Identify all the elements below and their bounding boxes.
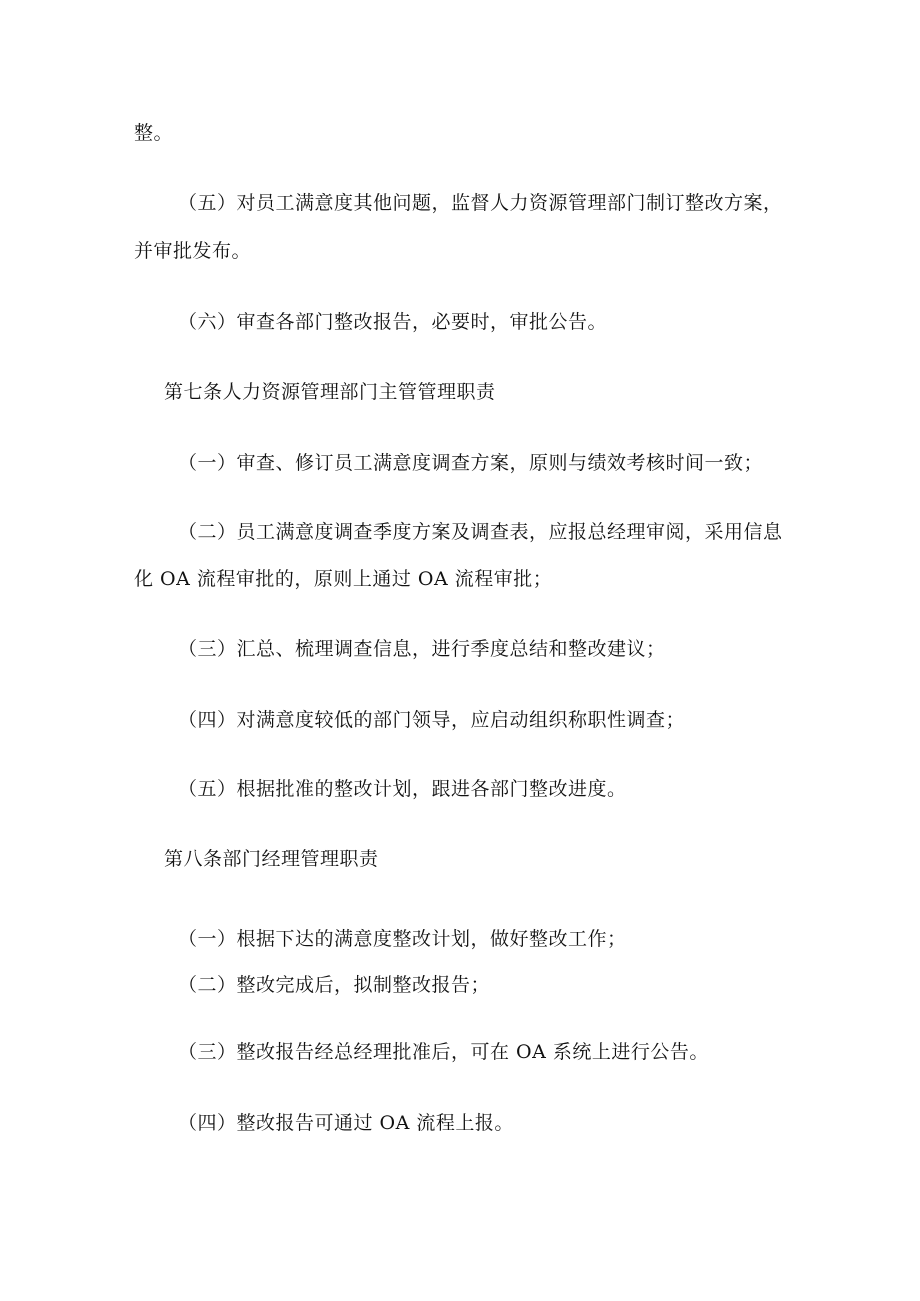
article-7-item-3: （三）汇总、梳理调查信息，进行季度总结和整改建议； xyxy=(178,638,666,660)
article-7-item-5: （五）根据批准的整改计划，跟进各部门整改进度。 xyxy=(178,778,627,800)
article-8-heading: 第八条部门经理管理职责 xyxy=(164,848,379,870)
article-8-item-2: （二）整改完成后，拟制整改报告； xyxy=(178,974,491,996)
article-7-item-2-line-1: （二）员工满意度调查季度方案及调查表，应报总经理审阅，采用信息 xyxy=(178,521,783,543)
article-8-item-1: （一）根据下达的满意度整改计划，做好整改工作； xyxy=(178,928,627,950)
article-8-item-4: （四）整改报告可通过 OA 流程上报。 xyxy=(178,1112,514,1134)
article-7-item-1: （一）审查、修订员工满意度调查方案，原则与绩效考核时间一致； xyxy=(178,452,764,474)
item-6: （六）审查各部门整改报告，必要时，审批公告。 xyxy=(178,311,608,333)
paragraph-continuation: 整。 xyxy=(134,122,174,144)
item-5-line-2: 并审批发布。 xyxy=(134,240,252,262)
article-7-item-2-line-2: 化 OA 流程审批的，原则上通过 OA 流程审批； xyxy=(134,568,553,590)
item-5-line-1: （五）对员工满意度其他问题，监督人力资源管理部门制订整改方案， xyxy=(178,192,783,214)
article-8-item-3: （三）整改报告经总经理批准后，可在 OA 系统上进行公告。 xyxy=(178,1041,709,1063)
article-7-heading: 第七条人力资源管理部门主管管理职责 xyxy=(164,381,496,403)
article-7-item-4: （四）对满意度较低的部门领导，应启动组织称职性调查； xyxy=(178,709,686,731)
